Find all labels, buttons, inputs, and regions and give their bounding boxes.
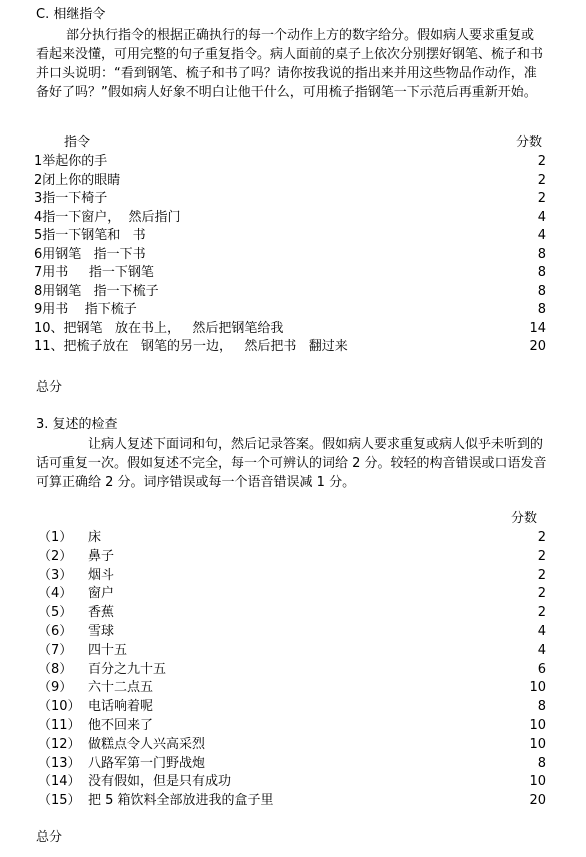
repetition-score: 6 [537, 661, 546, 677]
instruction-row [0, 264, 586, 282]
repetition-row [0, 604, 586, 622]
repetition-number: （10） [38, 699, 81, 715]
repetition-number: （6） [38, 624, 73, 639]
instruction-score: 8 [537, 302, 546, 317]
repetition-row [0, 642, 586, 660]
repetition-phrase: 没有假如，但是只有成功 [88, 774, 232, 790]
section-c-paragraph: 部分执行指令的根据正确执行的每一个动作上方的数字给分。假如病人要求重复或看起来没懂，可用完整的句子重复指令。病人面前的桌子上依次分别摆好钢笔、梳子和书并口头说明：“看到钢笔、梳子和书了吗？请你按我说的指出来并用这些物品作动作，准备好了吗？”假如病人好象不明白让他干什么，可用梳子指钢笔一下示范后再重新开始。 [36, 28, 544, 100]
instruction-score: 4 [537, 209, 546, 225]
repetition-phrase: 烟斗 [88, 567, 115, 583]
instruction-text: 9用书 指下梳子 [34, 302, 137, 317]
repetition-phrase: 四十五 [88, 642, 128, 658]
repetition-phrase: 电话响着呢 [88, 699, 154, 715]
repetition-number: （4） [38, 586, 73, 602]
repetition-phrase: 八路军第一门野战炮 [88, 755, 206, 771]
instruction-row [0, 209, 586, 227]
section-c-title: C. 相继指令 [36, 7, 106, 22]
repetition-score: 4 [537, 624, 546, 639]
instruction-text: 4指一下窗户， 然后指门 [34, 209, 181, 225]
instruction-row [0, 190, 586, 208]
repetition-score: 4 [537, 642, 546, 658]
instruction-text: 6用钢笔 指一下书 [34, 246, 146, 262]
repetition-phrase: 把 5 箱饮料全部放进我的盒子里 [88, 793, 274, 809]
instruction-text: 1举起你的手 [34, 154, 108, 169]
repetition-number: （11） [38, 718, 81, 733]
repetition-score: 2 [537, 605, 546, 621]
repetition-score: 10 [529, 774, 546, 790]
repetition-row [0, 661, 586, 679]
instruction-row [0, 153, 586, 171]
instruction-text: 8用钢笔 指一下梳子 [34, 283, 159, 299]
repetition-phrase: 做糕点令人兴高采烈 [88, 736, 206, 752]
repetition-row [0, 717, 586, 735]
repetition-number: （14） [38, 774, 81, 790]
repetition-row [0, 736, 586, 754]
repetition-number: （13） [38, 755, 81, 771]
instruction-text: 5指一下钢笔和 书 [34, 228, 146, 243]
repetition-number: （3） [38, 567, 73, 583]
repetition-score: 20 [529, 793, 546, 809]
instruction-row [0, 172, 586, 190]
repetition-score: 10 [529, 736, 546, 752]
repetition-score: 2 [537, 567, 546, 583]
repetition-phrase: 香蕉 [88, 605, 115, 621]
repetition-score: 2 [537, 530, 546, 545]
instruction-score: 8 [537, 265, 546, 280]
repetition-number: （15） [38, 793, 81, 809]
repetition-row [0, 585, 586, 603]
instruction-score: 2 [537, 172, 546, 188]
instruction-column-header: 指令 [64, 135, 91, 150]
repetition-phrase: 百分之九十五 [88, 661, 167, 677]
repetition-number: （5） [38, 605, 73, 621]
repetition-score: 10 [529, 718, 546, 733]
instruction-text: 10、把钢笔 放在书上， 然后把钢笔给我 [34, 320, 284, 336]
repetition-phrase: 雪球 [88, 624, 115, 639]
repetition-phrase: 他不回来了 [88, 718, 154, 733]
instruction-score: 8 [537, 283, 546, 299]
instruction-row [0, 320, 586, 338]
instruction-score: 2 [537, 191, 546, 206]
repetition-phrase: 窗户 [88, 586, 115, 602]
repetition-phrase: 鼻子 [88, 548, 115, 564]
repetition-number: （8） [38, 661, 73, 677]
repetition-number: （12） [38, 736, 81, 752]
repetition-row [0, 548, 586, 566]
repetition-score: 8 [537, 755, 546, 771]
repetition-row [0, 755, 586, 773]
instruction-text: 3指一下椅子 [34, 191, 108, 206]
repetition-row [0, 773, 586, 791]
repetition-row [0, 529, 586, 547]
repetition-number: （7） [38, 642, 73, 658]
repetition-number: （2） [38, 548, 73, 564]
repetition-row [0, 679, 586, 697]
instruction-text: 7用书 指一下钢笔 [34, 265, 154, 280]
repetition-number: （9） [38, 680, 73, 696]
repetition-phrase: 床 [88, 530, 102, 545]
repetition-phrase: 六十二点五 [88, 680, 154, 696]
instruction-score: 8 [537, 246, 546, 262]
instruction-score: 20 [529, 339, 546, 354]
repetition-score: 10 [529, 680, 546, 696]
repetition-row [0, 792, 586, 810]
repetition-row [0, 623, 586, 641]
instruction-score: 4 [537, 228, 546, 243]
instruction-text: 11、把梳子放在 钢笔的另一边， 然后把书 翻过来 [34, 339, 348, 354]
instruction-text: 2闭上你的眼睛 [34, 172, 121, 188]
repetition-score: 8 [537, 699, 546, 715]
repetition-number: （1） [38, 530, 73, 545]
instruction-score: 2 [537, 154, 546, 169]
instruction-row [0, 301, 586, 319]
repetition-score: 2 [537, 586, 546, 602]
section-3-title: 3. 复述的检查 [36, 417, 118, 432]
repetition-score: 2 [537, 548, 546, 564]
instruction-row [0, 227, 586, 245]
repetition-score-header: 分数 [511, 511, 538, 526]
instruction-row [0, 283, 586, 301]
repetition-row [0, 698, 586, 716]
instruction-score: 14 [529, 320, 546, 336]
section-3-paragraph: 让病人复述下面词和句，然后记录答案。假如病人要求重复或病人似乎未听到的话可重复一次。假如复述不完全，每一个可辨认的词给 2 分。较轻的构音错误或口语发音可算正确给 2 分。词序错误或每一个语音错误减 1 分。 [36, 437, 547, 490]
score-column-header: 分数 [516, 135, 543, 150]
instruction-row [0, 338, 586, 356]
instruction-row [0, 246, 586, 264]
section-3-total-label: 总分 [36, 830, 63, 845]
repetition-row [0, 567, 586, 585]
section-c-total-label: 总分 [36, 380, 63, 395]
